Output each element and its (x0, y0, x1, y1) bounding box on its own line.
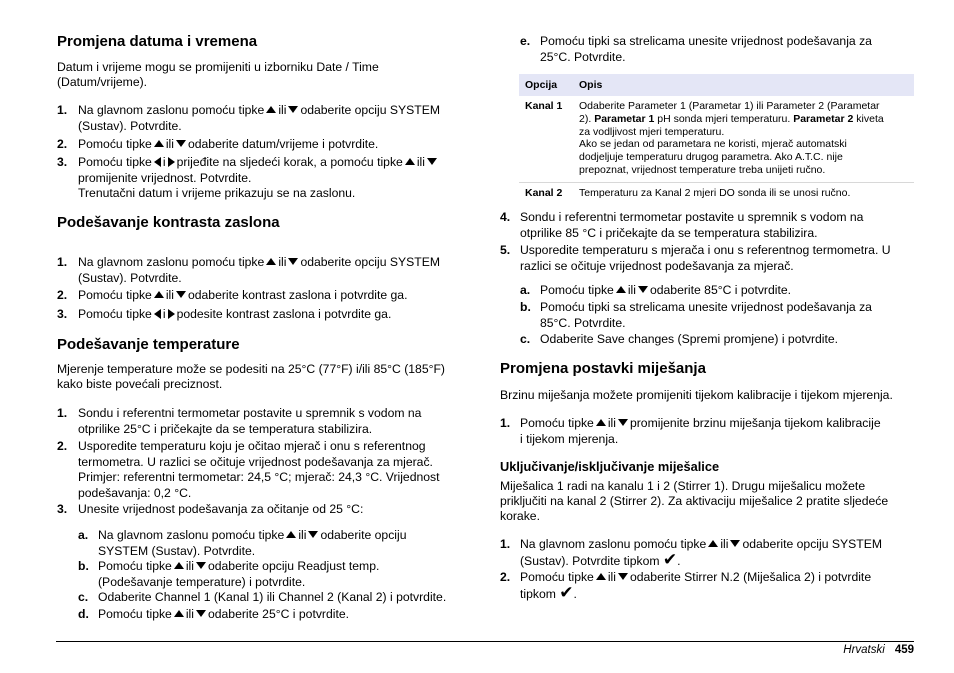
arrow-down-icon (730, 540, 740, 547)
step-number: 5. (500, 243, 511, 257)
paragraph: kako biste povećali preciznost. (57, 377, 223, 391)
options-table (519, 74, 914, 205)
footer-divider (56, 641, 914, 642)
section-title-contrast: Podešavanje kontrasta zaslona (57, 214, 280, 231)
step-number: 3. (57, 307, 68, 321)
step-number: 1. (500, 416, 511, 430)
arrow-down-icon (308, 531, 318, 538)
table-cell-description: Temperaturu za Kanal 2 mjeri DO sonda ili se unosi ručno. (573, 182, 914, 204)
step-number: 1. (57, 406, 68, 420)
arrow-up-icon (154, 140, 164, 147)
paragraph: Datum i vrijeme mogu se promijeniti u izborniku Date / Time (57, 60, 379, 74)
table-header: Opis (573, 74, 914, 96)
arrow-down-icon (618, 419, 628, 426)
paragraph: korake. (500, 509, 540, 523)
step-number: 3. (57, 502, 68, 516)
section-title-date-time: Promjena datuma i vremena (57, 33, 258, 50)
section-title-temperature: Podešavanje temperature (57, 336, 240, 353)
step-letter: b. (520, 300, 531, 314)
subsection-title-stirrer: Uključivanje/isključivanje miješalice (500, 459, 720, 474)
step-number: 4. (500, 210, 511, 224)
step-letter: d. (78, 607, 89, 621)
arrow-down-icon (176, 291, 186, 298)
table-header: Opcija (519, 74, 573, 96)
step-number: 1. (500, 537, 511, 551)
arrow-down-icon (196, 610, 206, 617)
check-icon: ✔ (662, 549, 678, 569)
arrow-up-icon (286, 531, 296, 538)
table-cell-label: Kanal 2 (519, 182, 573, 204)
paragraph: priključiti na kanal 2 (Stirrer 2). Za aktivaciju miješalice 2 pratite sljedeće (500, 494, 889, 508)
table-row (519, 96, 914, 182)
step-number: 2. (57, 439, 68, 453)
arrow-down-icon (176, 140, 186, 147)
page-number: 459 (894, 644, 914, 656)
check-icon: ✔ (559, 582, 574, 602)
arrow-right-icon (168, 309, 175, 319)
step-number: 1. (57, 103, 68, 117)
arrow-up-icon (405, 158, 415, 165)
step-letter: a. (520, 283, 531, 297)
table-header-row (519, 74, 914, 96)
step-number: 2. (57, 137, 68, 151)
manual-page: Promjena datuma i vremena Datum i vrijeme mogu se promijeniti u izborniku Date / Time (Datum/vrijeme). 1. Na glavnom zaslonu pomoću tipke ili odaberite opciju SYSTEM (Sustav). Potvrdite. 2. Pomoću tipke ili odaberite datum/vrijeme i potvrdite. 3. Pomoću tipke i prijeđite na sljedeći korak, a pomoću tipke ili promijenite vrijednost. Potvrdite. Trenutačni datum i vrijeme prikazuju se na zaslonu. Podešavanje kontrasta zaslona 1. Na glavnom zaslonu pomoću tipke ili odaberite opciju SYSTEM (Sustav). Potvrdite. 2. Pomoću tipke ili odaberite kontrast zaslona i potvrdite ga. 3. Pomoću tipke i podesite kontrast zaslona i potvrdite ga. Podešavanje temperature Mjerenje temperature može se podesiti na 25°C (77°F) i/ili 85°C (185°F) kako biste povećali preciznost. 1. Sondu i referentni termometar postavite u spremnik s vodom na otprilike 25°C i pričekajte da se temperatura stabilizira. 2. Usporedite temperaturu koju je očitao mjerač i onu s referentnog termometra. U razlici se očituje vrijednost podešavanja za mjerač. Primjer: referentni termometar: 24,5 °C; mjerač: 24,3 °C. Vrijednost podešavanja: 0,2 °C. 3. Unesite vrijednost podešavanja za očitanje od 25 °C: a. Na glavnom zaslonu pomoću tipke ili odaberite opciju SYSTEM (Sustav). Potvrdite. b. Pomoću tipke ili odaberite opciju Readjust temp. (Podešavanje temperature) i potvrdite. c. Odaberite Channel 1 (Kanal 1) ili Channel 2 (Kanal 2) i potvrdite. d. Pomoću tipke ili odaberite 25°C i potvrdite. e. Pomoću tipki sa strelicama unesite vrijednost podešavanja za 25°C. Potvrdite. Opcija Opis Kanal 1 Odaberite Parameter 1 (Parametar 1) ili Parameter 2 (Parametar 2). Parametar 1 pH sonda mjeri temperaturu. Parametar 2 kiveta za vodljivost mjeri temperaturu. Ako se jedan od parametara ne koristi, mjerač automatski dodjeljuje temperaturu drugog parametra. Ako A.T.C. nije prepoznat, vrijednost temperature treba unijeti ručno. Kanal 2 Temperaturu za Kanal 2 mjeri DO sonda ili se unosi ručno. 4. Sondu i referentni termometar postavite u spremnik s vodom na otprilike 85 °C i pričekajte da se temperatura stabilizira. 5. Usporedite temperaturu s mjerača i onu s referentnog termometra. U razlici se očituje vrijednost podešavanja za mjerač. a. Pomoću tipke ili odaberite 85°C i potvrdite. b. Pomoću tipki sa strelicama unesite vrijednost podešavanja za 85°C. Potvrdite. c. Odaberite Save changes (Spremi promjene) i potvrdite. Promjena postavki miješanja Brzinu miješanja možete promijeniti tijekom kalibracije i tijekom mjerenja. 1. Pomoću tipke ili promijenite brzinu miješanja tijekom kalibracije i tijekom mjerenja. Uključivanje/isključivanje miješalice Miješalica 1 radi na kanalu 1 i 2 (Stirrer 1). Drugu miješalicu možete priključiti na kanal 2 (Stirrer 2). Za aktivaciju miješalice 2 pratite sljedeće korake. 1. Na glavnom zaslonu pomoću tipke ili odaberite opciju SYSTEM (Sustav). Potvrdite tipkom ✔. 2. Pomoću tipke ili odaberite Stirrer N.2 (Miješalica 2) i potvrdite tipkom ✔. Hrvatski 459 (0, 0, 954, 673)
footer-language: Hrvatski (843, 644, 885, 656)
paragraph: (Datum/vrijeme). (57, 75, 148, 89)
table-row (519, 182, 914, 204)
arrow-down-icon (288, 106, 298, 113)
step-number: 2. (500, 570, 511, 584)
step-number: 1. (57, 255, 68, 269)
step-letter: c. (520, 332, 531, 346)
arrow-down-icon (427, 158, 437, 165)
page-footer (843, 643, 914, 659)
table-cell-label: Kanal 1 (525, 100, 563, 112)
arrow-up-icon (266, 106, 276, 113)
arrow-up-icon (154, 291, 164, 298)
arrow-down-icon (638, 286, 648, 293)
step-number: 3. (57, 155, 68, 169)
table-cell-description: Odaberite Parameter 1 (Parametar 1) ili Parameter 2 (Parametar 2). Parametar 1 pH sonda mjeri temperaturu. Parametar 2 kiveta za vodljivost mjeri temperaturu. Ako se jedan od parametara ne koristi, mjerač automatski dodjeljuje temperaturu drugog parametra. Ako A.T.C. nije prepoznat, vrijednost temperature treba unijeti ručno. (579, 100, 884, 176)
arrow-up-icon (266, 258, 276, 265)
step-number: 2. (57, 288, 68, 302)
arrow-up-icon (616, 286, 626, 293)
section-title-stirring: Promjena postavki miješanja (500, 360, 706, 377)
arrow-left-icon (154, 157, 161, 167)
arrow-right-icon (168, 157, 175, 167)
arrow-left-icon (154, 309, 161, 319)
step-letter: e. (520, 34, 531, 48)
step-letter: b. (78, 559, 89, 573)
paragraph: Mjerenje temperature može se podesiti na 25°C (77°F) i/ili 85°C (185°F) (57, 362, 445, 376)
arrow-up-icon (708, 540, 718, 547)
paragraph: Miješalica 1 radi na kanalu 1 i 2 (Stirrer 1). Drugu miješalicu možete (500, 479, 866, 493)
arrow-up-icon (596, 419, 606, 426)
step-letter: c. (78, 590, 89, 604)
arrow-down-icon (196, 562, 206, 569)
step-letter: a. (78, 528, 89, 542)
arrow-up-icon (174, 562, 184, 569)
arrow-down-icon (288, 258, 298, 265)
arrow-up-icon (596, 573, 606, 580)
arrow-down-icon (618, 573, 628, 580)
arrow-up-icon (174, 610, 184, 617)
paragraph: Brzinu miješanja možete promijeniti tijekom kalibracije i tijekom mjerenja. (500, 388, 893, 402)
